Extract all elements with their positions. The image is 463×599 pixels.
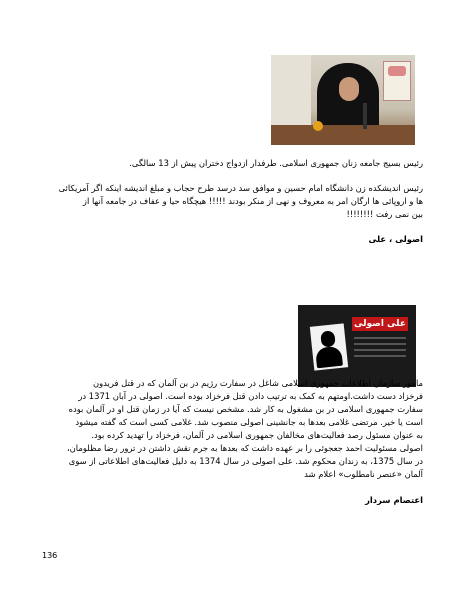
photo-face [339,77,359,101]
paragraph-3-line-7: در سال 1375، به زندان محکوم شد. علی اصولی در سال 1374 به دلیل فعالیت‌های اطلاعاتی از سوی [68,456,423,466]
paragraph-3-line-3: سفارت جمهوری اسلامی در بن مشغول به کار شد. مشخص نیست که آیا در زمان قتل او در آلمان بوده [68,404,423,414]
photo-sign [383,61,411,101]
photo-desk [271,125,415,145]
paragraph-3-line-8: آلمان «عنصر نامطلوب» اعلام شد [304,469,423,479]
paragraph-2-line-1: رئیس اندیشکده زن دانشگاه امام حسین و موافق سد درسد طرح حجاب و مبلغ اندیشه اینکه اگر آمریکائی [58,183,423,193]
photo-silhouette [298,305,416,387]
paragraph-3-line-4: است یا خیر. مرتضی غلامی بعدها به جانشینی اصولی منصوب شد. غلامی کسی است که گفته میشود [75,417,423,427]
section-heading-etesam: اعتصام سردار [365,495,423,505]
paragraph-3-line-6: اصولی مسئولیت احمد جعجوئی را بر عهده داشت که بعدها به جرم نقش داشتن در ترور رضا مظلومان، [66,443,423,453]
photo-sign-logo [388,66,406,76]
paragraph-2-line-3: بین نمی رفت !!!!!!!! [346,209,423,219]
paragraph-3-line-5: به عنوان مسئول رصد فعالیت‌های مخالفان جمهوری اسلامی در آلمان، فرخزاد را تهدید کرده بود. [91,430,423,440]
microphone-icon [363,103,367,129]
section-heading-osouli: اصولی ، علی [368,234,423,244]
photo-banner-text: علی اصولی [354,319,406,329]
paragraph-3-line-1: مامور سازمان اطلاعات جمهوری اسلامی شاغل در سفارت رژیم در بن آلمان که در قتل فریدون [92,378,423,388]
paragraph-3-line-2: فرخزاد دست داشت.اومتهم به کمک به ترتیب دادن قتل فرخزاد بوده است. اصولی در آبان 1371 در [78,391,423,401]
photo-woman-at-desk [271,55,415,145]
photo-text-lines [354,337,406,339]
paragraph-1-line-1: رئیس بسیج جامعه زنان جمهوری اسلامی. طرفدار ازدواج دختران پیش از 13 سالگی. [129,158,423,168]
page-number: 136 [42,551,58,560]
paragraph-2-line-2: ها و اروپائی ها ارگان امر به معروف و نهی از منکر بودند !!!!! هیچگاه حیا و عفاف در جامعه آنها از [82,196,423,206]
photo-fruit [313,121,323,131]
